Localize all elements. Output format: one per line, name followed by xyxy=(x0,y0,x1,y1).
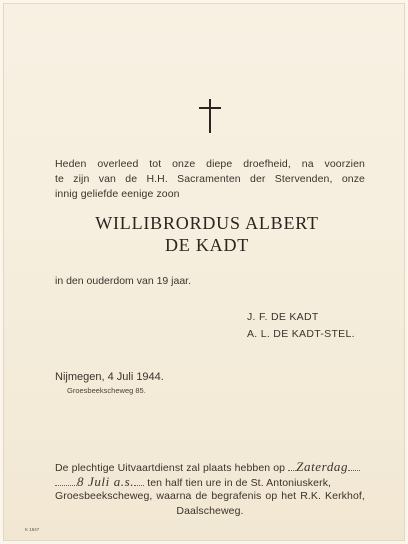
handwritten-day: Zaterdag xyxy=(296,459,349,474)
parent-name-mother: A. L. DE KADT-STEL. xyxy=(247,328,355,340)
handwritten-date: 8 Juli a.s. xyxy=(77,474,135,489)
dotted-fill xyxy=(348,460,360,471)
parent-name-father: J. F. DE KADT xyxy=(247,311,319,323)
service-line-2 xyxy=(55,474,365,489)
service-paragraph xyxy=(55,459,365,519)
cross-icon xyxy=(199,99,221,133)
intro-line-1: Heden overleed tot onze diepe droefheid, na voorzien xyxy=(55,158,365,170)
service-line-1-text: De plechtige Uitvaartdienst zal plaats hebben op xyxy=(55,462,286,474)
dotted-fill xyxy=(134,475,144,486)
printer-mark: K 1947 xyxy=(25,527,40,532)
service-line-2-text: ten half tien ure in de St. Antoniuskerk, xyxy=(147,477,332,489)
service-line-3: Groesbeekscheweg, waarna de begrafenis op het R.K. Kerkhof, xyxy=(55,490,365,502)
address: Groesbeekscheweg 85. xyxy=(67,386,146,395)
card-sheet xyxy=(3,3,405,541)
parents-block xyxy=(247,309,355,343)
service-line-4: Daalscheweg. xyxy=(176,505,244,517)
intro-line-3: innig geliefde eenige zoon xyxy=(55,188,180,200)
service-line-1 xyxy=(55,459,365,474)
place-date: Nijmegen, 4 Juli 1944. xyxy=(55,371,164,383)
intro-paragraph xyxy=(55,157,365,202)
deceased-name-line-1: WILLIBRORDUS ALBERT xyxy=(95,213,319,233)
deceased-name-line-2: DE KADT xyxy=(164,235,250,255)
dotted-fill xyxy=(288,460,296,471)
dotted-fill xyxy=(55,475,77,486)
intro-line-2: te zijn van de H.H. Sacramenten der Stervenden, onze xyxy=(55,173,365,185)
age-text: in den ouderdom van 19 jaar. xyxy=(55,275,192,287)
